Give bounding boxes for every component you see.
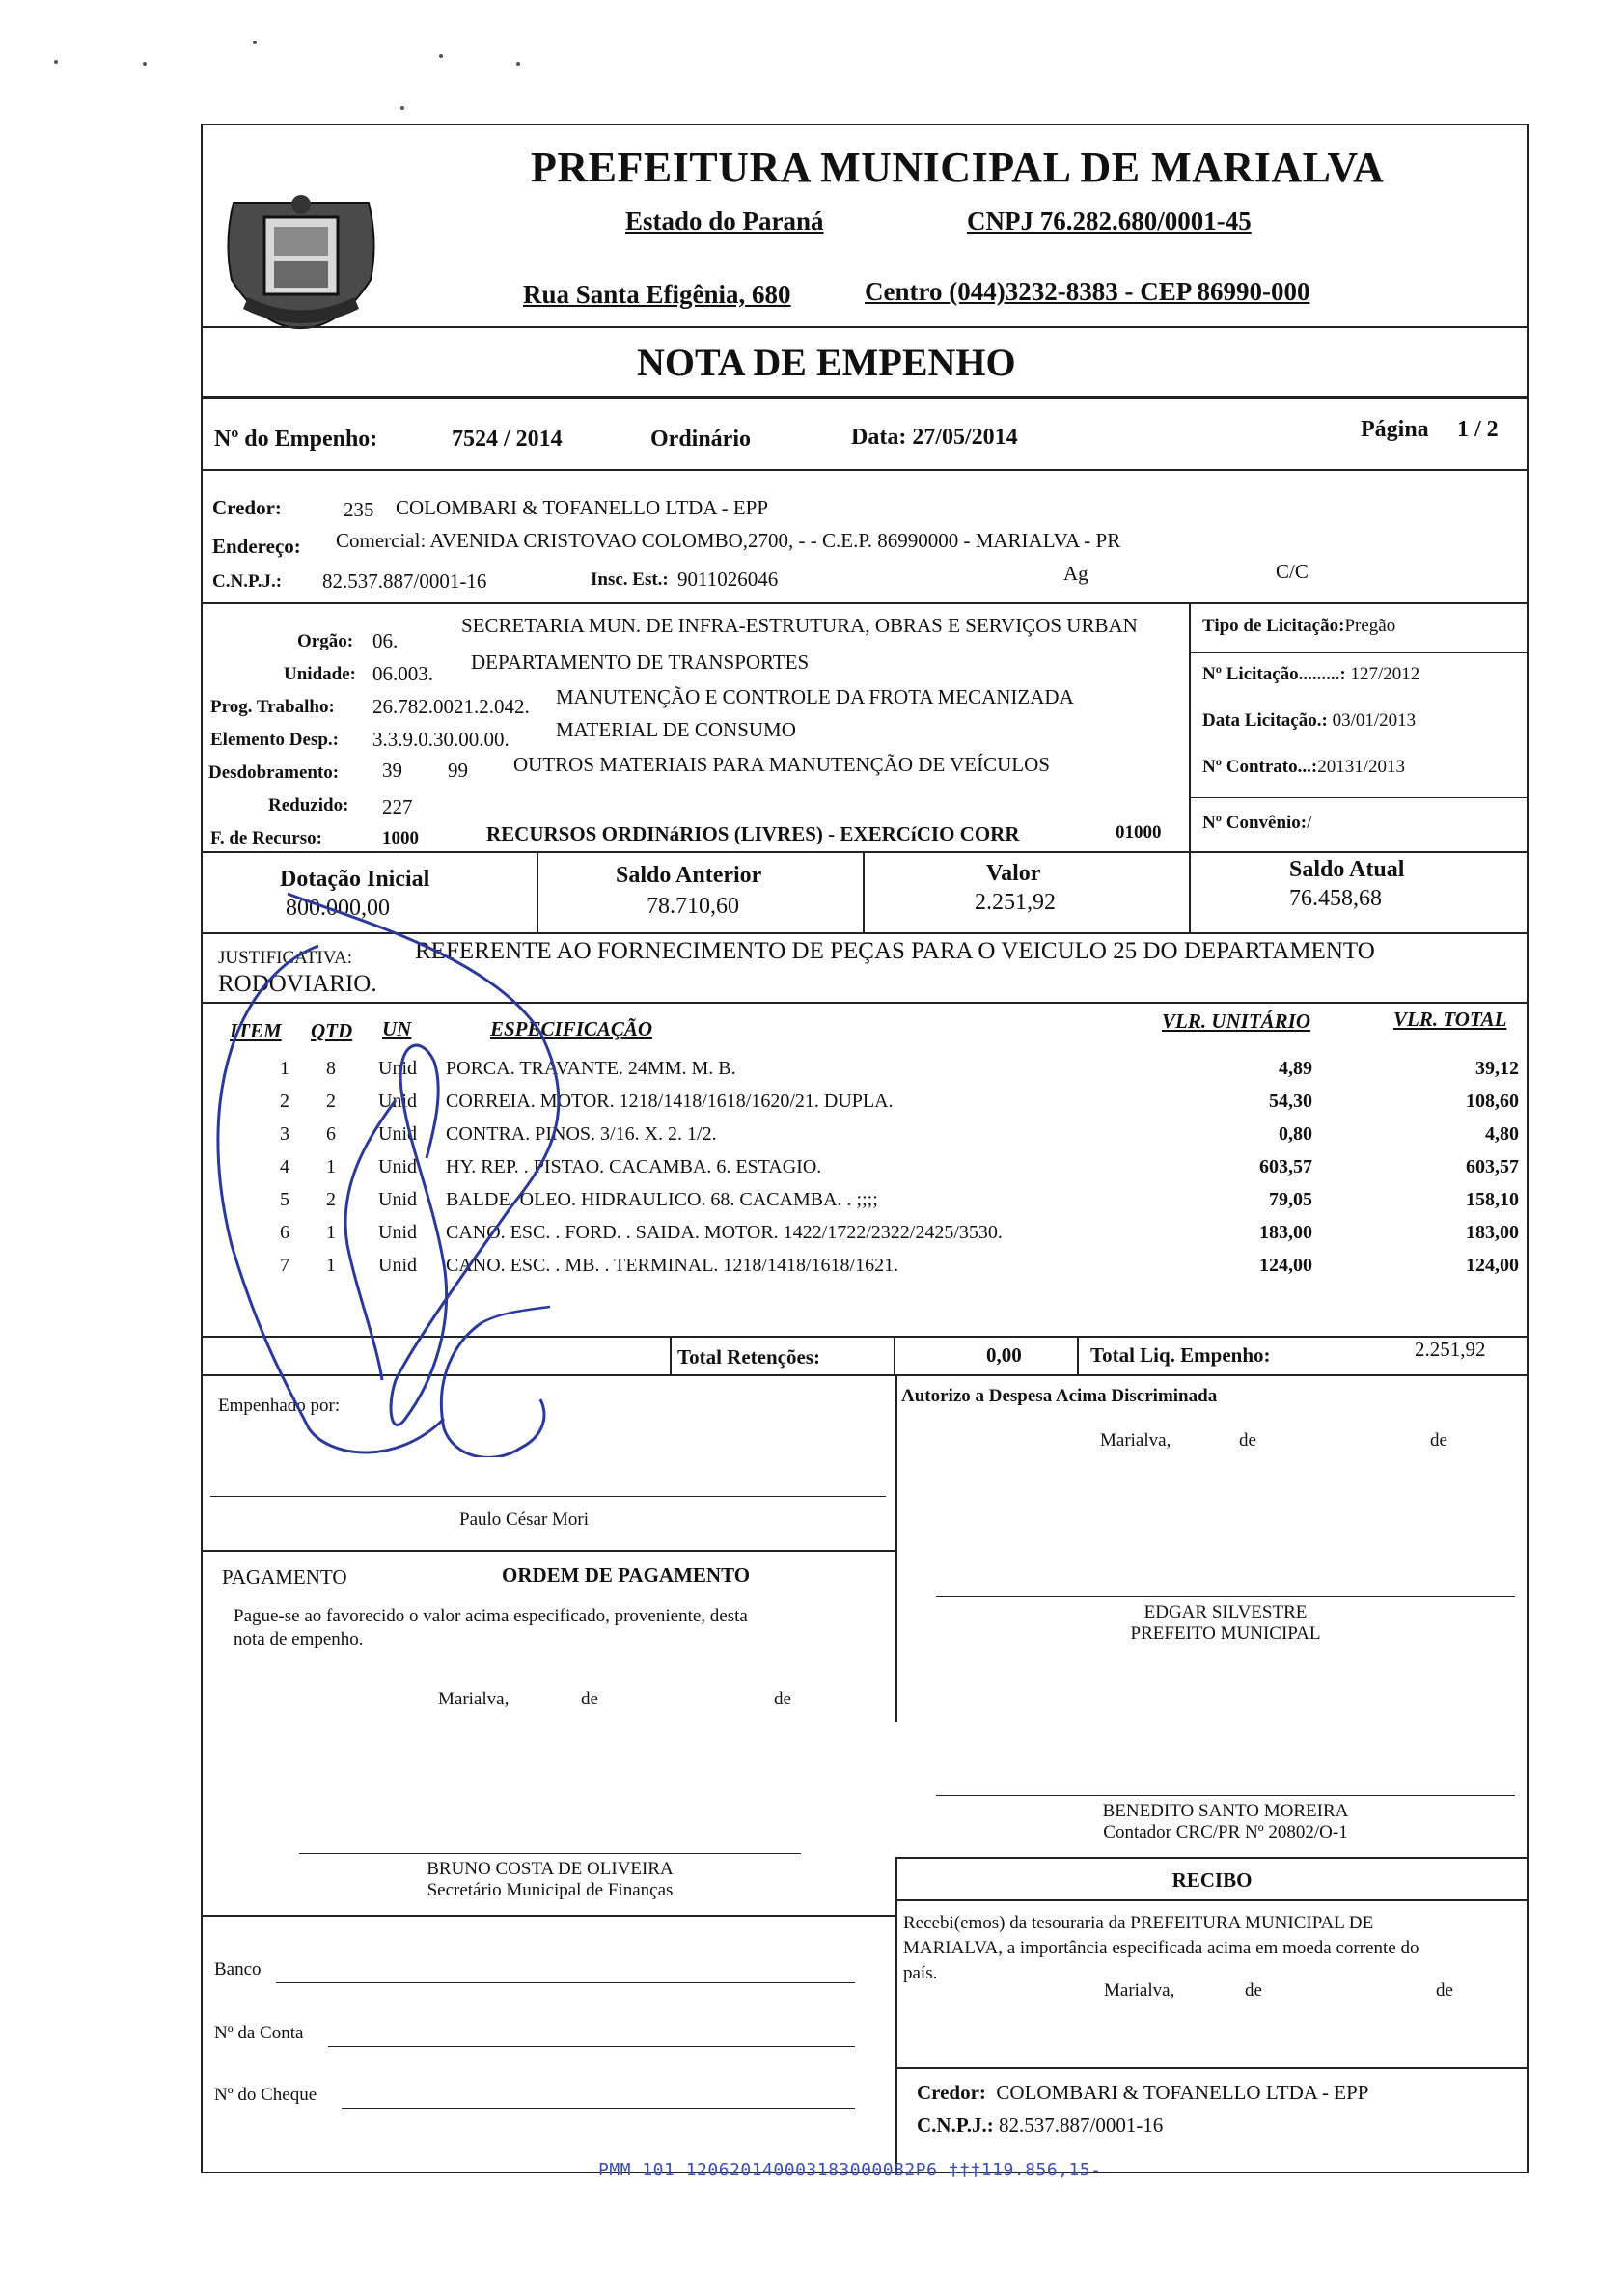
divider: [203, 469, 1527, 471]
recibo-de-2: de: [1436, 1980, 1453, 2001]
column-divider: [1189, 602, 1191, 853]
data-licitacao: [1202, 710, 1416, 732]
scan-speck: [400, 106, 404, 110]
item-description: BALDE. OLEO. HIDRAULICO. 68. CACAMBA. . ;;;;: [446, 1189, 878, 1210]
elemento-name: MATERIAL DE CONSUMO: [556, 718, 796, 741]
item-quantity: 1: [326, 1156, 336, 1177]
column-divider: [894, 1336, 895, 1374]
scan-speck: [439, 54, 443, 58]
pagamento-city: Marialva,: [438, 1689, 510, 1709]
pagamento-de-1: de: [581, 1689, 598, 1709]
item-unit: Unid: [378, 1189, 417, 1210]
item-number: 5: [280, 1189, 289, 1210]
mechanical-stamp: PMM 101 120620140003183000082P6 ‡‡‡119.856,15-: [598, 2160, 1102, 2180]
data-licitacao-label: Data Licitação.:: [1202, 710, 1328, 731]
saldo-atual-value: 76.458,68: [1289, 886, 1382, 911]
recibo-city: Marialva,: [1104, 1980, 1175, 2001]
credor-cnpj: 82.537.887/0001-16: [322, 569, 487, 593]
saldo-anterior-label: Saldo Anterior: [616, 863, 762, 888]
contador-name: BENEDITO SANTO MOREIRA: [1102, 1801, 1349, 1821]
scan-speck: [54, 60, 58, 64]
item-description: CONTRA. PINOS. 3/16. X. 2. 1/2.: [446, 1123, 717, 1145]
autorizo-despesa: Autorizo a Despesa Acima Discriminada: [901, 1386, 1218, 1406]
numero-licitacao-value: 127/2012: [1350, 664, 1420, 684]
divider: [895, 2067, 1529, 2069]
numero-contrato-label: Nº Contrato...:: [1202, 757, 1318, 777]
data-licitacao-value: 03/01/2013: [1332, 710, 1417, 731]
banco-field-line: [276, 1982, 855, 1983]
secretario-role: Secretário Municipal de Finanças: [427, 1880, 674, 1900]
bank-account-label: C/C: [1276, 560, 1309, 583]
unidade-label: Unidade:: [284, 664, 356, 684]
signature-line: [210, 1496, 886, 1497]
item-total-price: 158,10: [1466, 1189, 1519, 1210]
item-unit-price: 79,05: [1269, 1189, 1312, 1210]
justificativa-line-2: RODOVIARIO.: [218, 971, 377, 997]
item-number: 7: [280, 1255, 289, 1276]
item-total-price: 108,60: [1466, 1091, 1519, 1112]
item-number: 3: [280, 1123, 289, 1145]
column-divider: [895, 1374, 897, 1722]
dotacao-inicial-label: Dotação Inicial: [280, 867, 430, 892]
item-unit-price: 124,00: [1259, 1255, 1312, 1276]
item-description: PORCA. TRAVANTE. 24MM. M. B.: [446, 1058, 736, 1079]
recibo-line-3: país.: [903, 1963, 938, 1983]
desdobramento-label: Desdobramento:: [208, 762, 340, 783]
orgao-code: 06.: [372, 629, 399, 652]
item-unit-price: 4,89: [1279, 1058, 1312, 1079]
item-unit: Unid: [378, 1222, 417, 1243]
column-divider: [895, 1857, 897, 2175]
divider: [203, 396, 1527, 399]
signature-line: [936, 1795, 1515, 1796]
divider: [203, 1915, 897, 1917]
recibo-line-2: MARIALVA, a importância especificada acima em moeda corrente do: [903, 1938, 1419, 1958]
ordem-pagamento-title: ORDEM DE PAGAMENTO: [502, 1563, 751, 1587]
pagamento-text-2: nota de empenho.: [234, 1629, 364, 1649]
page-number: 1 / 2: [1457, 417, 1499, 442]
item-number: 4: [280, 1156, 289, 1177]
credor-address: Comercial: AVENIDA CRISTOVAO COLOMBO,2700, - - C.E.P. 86990000 - MARIALVA - PR: [336, 529, 1121, 552]
numero-contrato-value: 20131/2013: [1317, 757, 1405, 777]
item-total-price: 4,80: [1485, 1123, 1519, 1145]
dotacao-inicial-value: 800.000,00: [286, 896, 390, 921]
item-unit: Unid: [378, 1123, 417, 1145]
reduzido-value: 227: [382, 795, 413, 818]
item-description: CANO. ESC. . MB. . TERMINAL. 1218/1418/1618/1621.: [446, 1255, 899, 1276]
item-unit-price: 54,30: [1269, 1091, 1312, 1112]
recibo-line-1: Recebi(emos) da tesouraria da PREFEITURA MUNICIPAL DE: [903, 1913, 1374, 1933]
justificativa-line-1: REFERENTE AO FORNECIMENTO DE PEÇAS PARA O VEICULO 25 DO DEPARTAMENTO: [415, 938, 1375, 964]
unidade-name: DEPARTAMENTO DE TRANSPORTES: [471, 650, 810, 674]
cheque-label: Nº do Cheque: [214, 2085, 317, 2105]
empenho-number: 7524 / 2014: [452, 427, 563, 452]
pagamento-text-1: Pague-se ao favorecido o valor acima especificado, proveniente, desta: [234, 1606, 748, 1626]
valor-value: 2.251,92: [975, 890, 1056, 915]
numero-licitacao: [1202, 664, 1419, 685]
fonte-recurso-label: F. de Recurso:: [210, 828, 322, 848]
municipality-cnpj: CNPJ 76.282.680/0001-45: [967, 207, 1252, 235]
document-title: NOTA DE EMPENHO: [637, 341, 1016, 384]
item-description: CORREIA. MOTOR. 1218/1418/1618/1620/21. DUPLA.: [446, 1091, 894, 1112]
address-label: Endereço:: [212, 535, 301, 558]
orgao-label: Orgão:: [297, 631, 354, 651]
desdobramento-code-1: 39: [382, 759, 402, 782]
divider: [203, 1550, 897, 1552]
street-address: Rua Santa Efigênia, 680: [523, 280, 791, 309]
nota-de-empenho-form: [201, 124, 1529, 2173]
elemento-label: Elemento Desp.:: [210, 730, 339, 750]
vlr-total-column-header: VLR. TOTAL: [1393, 1008, 1507, 1031]
un-column-header: UN: [382, 1017, 412, 1040]
item-number: 1: [280, 1058, 289, 1079]
orgao-name: SECRETARIA MUN. DE INFRA-ESTRUTURA, OBRAS E SERVIÇOS URBAN: [461, 614, 1138, 637]
pagamento-de-2: de: [774, 1689, 791, 1709]
item-quantity: 8: [326, 1058, 336, 1079]
fonte-recurso-code-2: 01000: [1116, 822, 1162, 843]
item-number: 2: [280, 1091, 289, 1112]
vlr-unitario-column-header: VLR. UNITÁRIO: [1162, 1010, 1311, 1033]
item-unit: Unid: [378, 1091, 417, 1112]
item-unit: Unid: [378, 1156, 417, 1177]
autorizo-de-1: de: [1239, 1430, 1256, 1451]
unidade-code: 06.003.: [372, 662, 433, 685]
footer-cnpj-value: 82.537.887/0001-16: [998, 2114, 1164, 2137]
total-retencoes-label: Total Retenções:: [677, 1345, 820, 1369]
divider: [1189, 797, 1527, 798]
page-label: Página: [1361, 417, 1429, 442]
item-number: 6: [280, 1222, 289, 1243]
tipo-licitacao: [1202, 616, 1395, 637]
autorizo-de-2: de: [1430, 1430, 1447, 1451]
conta-label: Nº da Conta: [214, 2023, 304, 2043]
tipo-licitacao-label: Tipo de Licitação:: [1202, 616, 1345, 636]
total-liquido-value: 2.251,92: [1415, 1338, 1486, 1361]
recibo-title: RECIBO: [1171, 1868, 1253, 1892]
item-unit-price: 183,00: [1259, 1222, 1312, 1243]
column-divider: [1189, 851, 1191, 932]
contador-role: Contador CRC/PR Nº 20802/O-1: [1103, 1822, 1348, 1842]
empenhado-por-label: Empenhado por:: [218, 1396, 341, 1416]
total-retencoes-value: 0,00: [986, 1343, 1022, 1367]
divider: [203, 326, 1527, 328]
inscricao-estadual: 9011026046: [677, 567, 779, 591]
especificacao-column-header: ESPECIFICAÇÃO: [490, 1017, 653, 1040]
item-unit: Unid: [378, 1058, 417, 1079]
footer-credor-label: Credor:: [917, 2081, 986, 2104]
footer-cnpj-label: C.N.P.J.:: [917, 2114, 994, 2137]
recibo-de-1: de: [1245, 1980, 1262, 2001]
item-total-price: 183,00: [1466, 1222, 1519, 1243]
empenho-number-label: Nº do Empenho:: [214, 427, 378, 452]
district-phone-cep: Centro (044)3232-8383 - CEP 86990-000: [865, 277, 1310, 306]
prog-trabalho-code: 26.782.0021.2.042.: [372, 695, 530, 718]
banco-label: Banco: [214, 1959, 262, 1979]
state-name: Estado do Paraná: [625, 207, 824, 235]
handwritten-signature: [203, 840, 801, 1457]
fonte-recurso-code: 1000: [382, 828, 419, 848]
desdobramento-code-2: 99: [448, 759, 468, 782]
fonte-recurso-name: RECURSOS ORDINáRIOS (LIVRES) - EXERCíCIO CORR: [486, 822, 1020, 845]
total-liquido-label: Total Liq. Empenho:: [1090, 1343, 1271, 1367]
credor-code: 235: [344, 498, 374, 521]
reduzido-label: Reduzido:: [268, 795, 349, 816]
justificativa-label: JUSTIFICATIVA:: [218, 948, 353, 968]
item-total-price: 603,57: [1466, 1156, 1519, 1177]
item-quantity: 1: [326, 1255, 336, 1276]
inscricao-estadual-label: Insc. Est.:: [591, 569, 669, 590]
item-unit-price: 603,57: [1259, 1156, 1312, 1177]
item-unit-price: 0,80: [1279, 1123, 1312, 1145]
numero-convenio-label: Nº Convênio:: [1202, 813, 1308, 833]
scan-speck: [143, 62, 147, 66]
item-total-price: 39,12: [1475, 1058, 1519, 1079]
conta-field-line: [328, 2046, 855, 2047]
signature-line: [936, 1596, 1515, 1597]
prog-trabalho-label: Prog. Trabalho:: [210, 697, 335, 717]
desdobramento-name: OUTROS MATERIAIS PARA MANUTENÇÃO DE VEÍCULOS: [513, 753, 1050, 776]
prefeito-role: PREFEITO MUNICIPAL: [1130, 1623, 1321, 1644]
credor-name: COLOMBARI & TOFANELLO LTDA - EPP: [396, 496, 769, 519]
signature-line: [299, 1853, 801, 1854]
numero-contrato: [1202, 757, 1405, 778]
qtd-column-header: QTD: [311, 1019, 353, 1042]
municipality-title: PREFEITURA MUNICIPAL DE MARIALVA: [531, 144, 1385, 191]
numero-convenio-value: /: [1307, 813, 1312, 833]
empenho-type: Ordinário: [650, 427, 752, 452]
scan-speck: [516, 62, 520, 66]
item-description: CANO. ESC. . FORD. . SAIDA. MOTOR. 1422/1722/2322/2425/3530.: [446, 1222, 1003, 1243]
numero-licitacao-label: Nº Licitação.........:: [1202, 664, 1346, 684]
prog-trabalho-name: MANUTENÇÃO E CONTROLE DA FROTA MECANIZADA: [556, 685, 1074, 708]
column-divider: [863, 851, 865, 932]
divider: [895, 1899, 1529, 1901]
autorizo-city: Marialva,: [1100, 1430, 1171, 1451]
empenho-date: Data: 27/05/2014: [851, 425, 1018, 450]
elemento-code: 3.3.9.0.30.00.00.: [372, 728, 510, 751]
tipo-licitacao-value: Pregão: [1344, 616, 1396, 636]
footer-cnpj: [917, 2114, 1163, 2138]
scan-speck: [253, 41, 257, 44]
numero-convenio: [1202, 813, 1311, 834]
divider: [203, 602, 1527, 604]
prefeito-name: EDGAR SILVESTRE: [1143, 1602, 1308, 1622]
item-quantity: 6: [326, 1123, 336, 1145]
item-column-header: ITEM: [230, 1019, 282, 1042]
divider: [1189, 652, 1527, 653]
secretario-name: BRUNO COSTA DE OLIVEIRA: [427, 1859, 674, 1879]
saldo-atual-label: Saldo Atual: [1289, 857, 1405, 882]
item-quantity: 1: [326, 1222, 336, 1243]
item-quantity: 2: [326, 1091, 336, 1112]
bank-agency-label: Ag: [1063, 562, 1088, 585]
divider: [895, 1857, 1529, 1859]
footer-credor: [917, 2081, 1368, 2105]
item-total-price: 124,00: [1466, 1255, 1519, 1276]
item-quantity: 2: [326, 1189, 336, 1210]
coat-of-arms-icon: [205, 183, 398, 338]
credor-label: Credor:: [212, 496, 282, 519]
item-unit: Unid: [378, 1255, 417, 1276]
pagamento-label: PAGAMENTO: [222, 1565, 347, 1589]
empenhado-por-name: Paulo César Mori: [459, 1509, 590, 1530]
valor-label: Valor: [986, 861, 1041, 886]
cheque-field-line: [342, 2108, 855, 2109]
column-divider: [1077, 1336, 1079, 1374]
credor-cnpj-label: C.N.P.J.:: [212, 571, 283, 592]
saldo-anterior-value: 78.710,60: [647, 894, 739, 919]
item-description: HY. REP. . PISTAO. CACAMBA. 6. ESTAGIO.: [446, 1156, 822, 1177]
footer-credor-name: COLOMBARI & TOFANELLO LTDA - EPP: [996, 2081, 1369, 2104]
